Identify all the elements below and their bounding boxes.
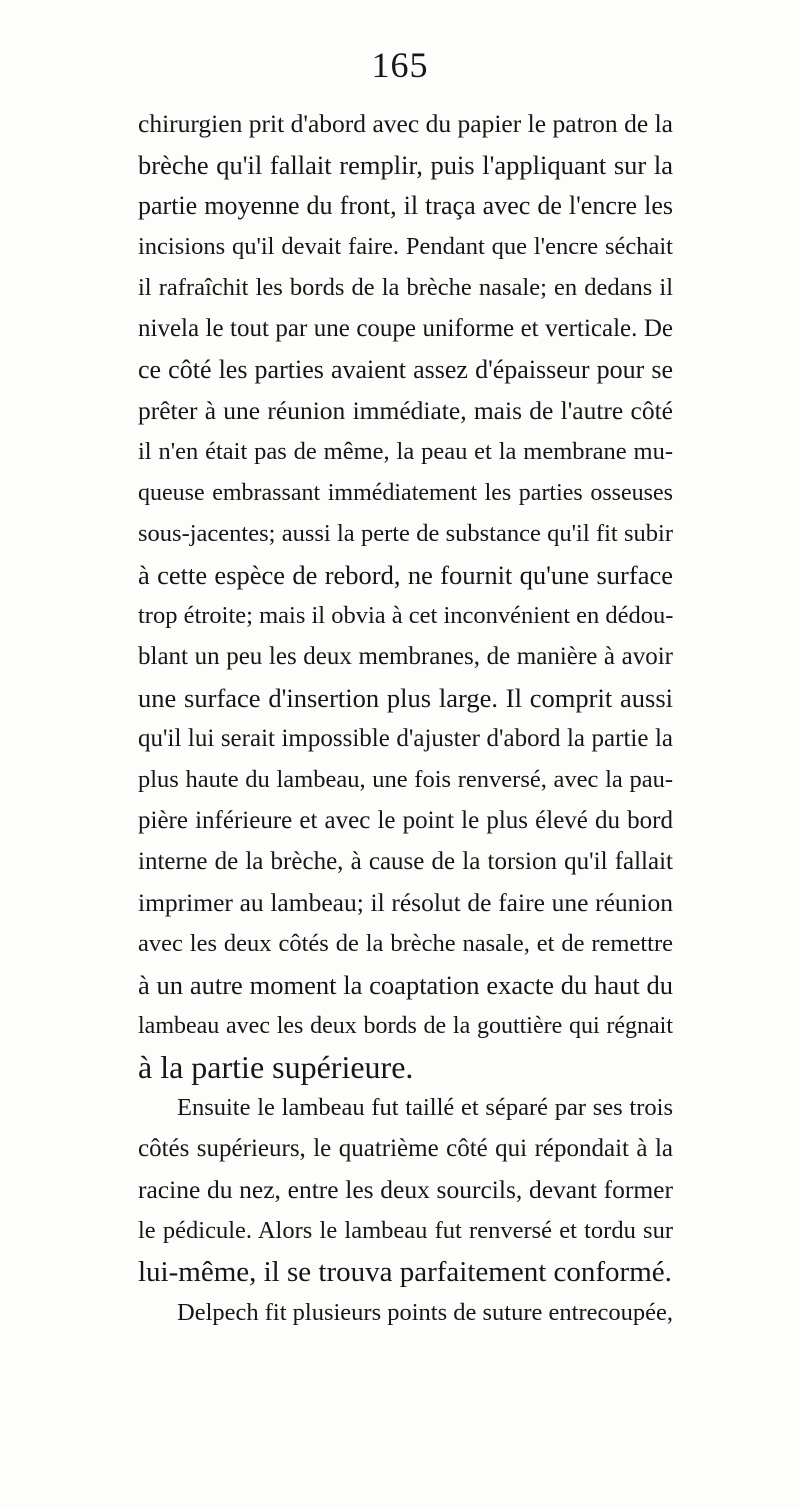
page-number: 165 xyxy=(371,45,429,85)
text-line: à un autre moment la coaptation exacte du haut du xyxy=(138,970,673,1000)
text-line: nivela le tout par une coupe uniforme et verticale. De xyxy=(138,315,673,342)
text-line: brèche qu'il fallait remplir, puis l'appliquant sur la xyxy=(138,150,673,180)
text-line: sous-jacentes; aussi la perte de substance qu'il fit subir xyxy=(138,520,673,547)
text-line: blant un peu les deux membranes, de manière à avoir xyxy=(138,643,673,670)
text-line: avec les deux côtés de la brèche nasale, et de remettre xyxy=(138,930,673,957)
text-line: trop étroite; mais il obvia à cet inconvénient en dédou- xyxy=(138,602,674,629)
paragraph-first-line: Ensuite le lambeau fut taillé et séparé par ses trois xyxy=(177,1094,673,1121)
paragraph-end-line: lui-même, il se trouva parfaitement conformé. xyxy=(138,1256,672,1288)
text-line: interne de la brèche, à cause de la torsion qu'il fallait xyxy=(138,848,673,875)
text-line: racine du nez, entre les deux sourcils, devant former xyxy=(138,1175,673,1204)
text-line: il rafraîchit les bords de la brèche nasale; en dedans il xyxy=(138,274,673,301)
text-line: incisions qu'il devait faire. Pendant que l'encre séchait xyxy=(138,233,673,260)
text-line: à cette espèce de rebord, ne fournit qu'une surface xyxy=(138,560,673,590)
text-line: le pédicule. Alors le lambeau fut renversé et tordu sur xyxy=(138,1217,673,1244)
text-line: une surface d'insertion plus large. Il comprit aussi xyxy=(138,683,673,713)
text-line: pière inférieure et avec le point le plus élevé du bord xyxy=(138,807,673,834)
text-line: chirurgien prit d'abord avec du papier le patron de la xyxy=(138,109,673,138)
text-line: prêter à une réunion immédiate, mais de l'autre côté xyxy=(138,396,673,425)
text-line: côtés supérieurs, le quatrième côté qui répondait à la xyxy=(138,1135,673,1162)
text-line: ce côté les parties avaient assez d'épaisseur pour se xyxy=(138,355,673,384)
text-line: il n'en était pas de même, la peau et la membrane mu- xyxy=(138,438,673,465)
text-line: qu'il lui serait impossible d'ajuster d'abord la partie la xyxy=(138,725,673,752)
text-line: lambeau avec les deux bords de la gouttière qui régnait xyxy=(138,1013,673,1039)
text-line: queuse embrassant immédiatement les parties osseuses xyxy=(138,480,673,506)
paragraph-first-line: Delpech fit plusieurs points de suture entrecoupée, xyxy=(177,1299,673,1326)
text-line: imprimer au lambeau; il résolut de faire une réunion xyxy=(138,888,673,917)
text-line: plus haute du lambeau, une fois renversé, avec la pau- xyxy=(138,766,673,793)
paragraph-end-line: à la partie supérieure. xyxy=(138,1049,414,1085)
text-line: partie moyenne du front, il traça avec de l'encre les xyxy=(138,191,673,220)
